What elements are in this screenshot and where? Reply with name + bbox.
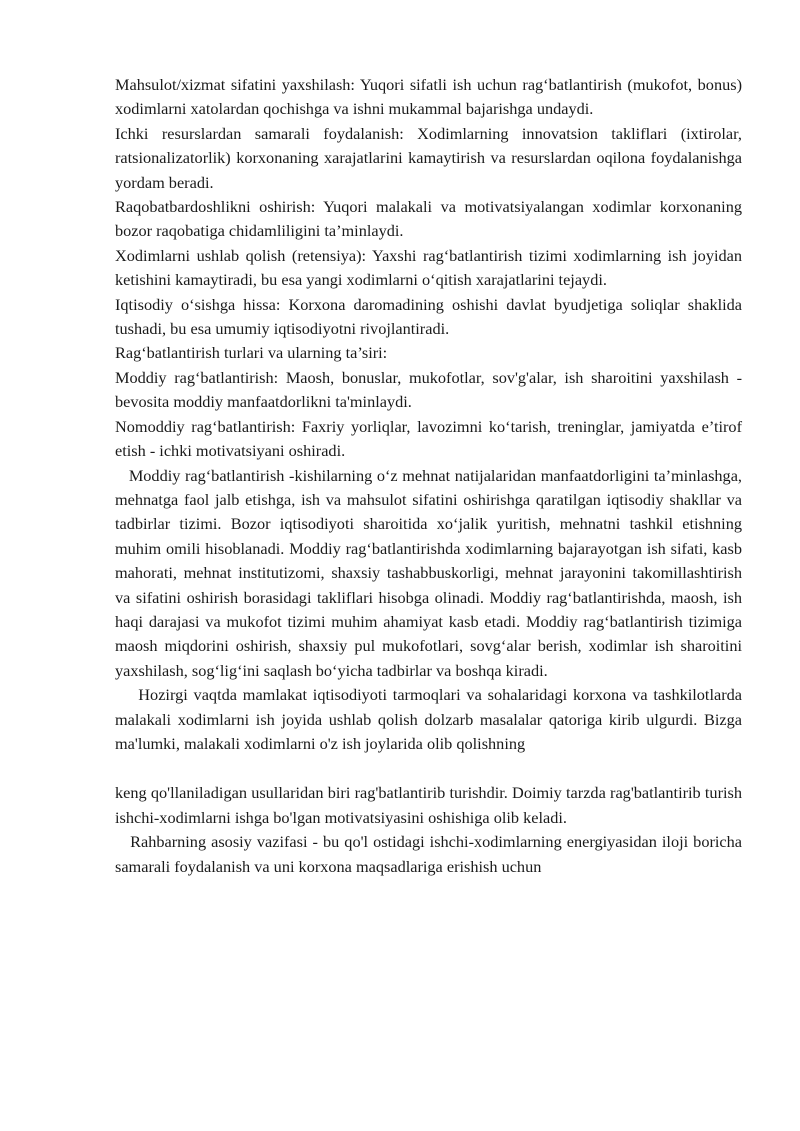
paragraph-internal-resources: Ichki resurslardan samarali foydalanish: Xodimlarning innovatsion takliflari (ixtirolar, ratsionalizatorlik) korxonaning xarajatlarini kamaytirish va resurslardan oqilona foydalanishga yordam beradi. [115,123,742,192]
document-body [115,73,747,879]
paragraph-product-quality: Mahsulot/xizmat sifatini yaxshilash: Yuqori sifatli ish uchun rag‘batlantirish (mukofot, bonus) xodimlarni xatolardan qochishga va ishni mukammal bajarishga undaydi. [115,75,742,119]
paragraph-common-methods: keng qo'llaniladigan usullaridan biri rag'batlantirib turishdir. Doimiy tarzda rag'batlantirib turish ishchi-xodimlarni ishga bo'lgan motivatsiyasini oshishiga olib keladi. [115,783,742,827]
paragraph-retention: Xodimlarni ushlab qolish (retensiya): Yaxshi rag‘batlantirish tizimi xodimlarning ish joyidan ketishini kamaytiradi, bu esa yangi xodimlarni o‘qitish xarajatlarini tejaydi. [115,245,742,290]
paragraph-material-incentive: Moddiy rag‘batlantirish: Maosh, bonuslar, mukofotlar, sov'g'alar, ish sharoitini yaxshilash - bevosita moddiy manfaatdorlikni ta'minlaydi. [115,367,742,412]
paragraph-nonmaterial-incentive: Nomoddiy rag‘batlantirish: Faxriy yorliqlar, lavozimni ko‘tarish, treninglar, jamiyatda e’tirof etish - ichki motivatsiyani oshiradi. [115,416,742,461]
paragraph-economic-growth: Iqtisodiy o‘sishga hissa: Korxona daromadining oshishi davlat byudjetiga soliqlar shaklida tushadi, bu esa umumiy iqtisodiyotni rivojlantiradi. [115,294,742,339]
paragraph-competitiveness: Raqobatbardoshlikni oshirish: Yuqori malakali va motivatsiyalangan xodimlar korxonaning bozor raqobatiga chidamliligini ta’minlaydi. [115,197,742,241]
paragraph-incentive-types-heading: Rag‘batlantirish turlari va ularning ta’siri: [115,343,388,363]
paragraph-gap [115,756,742,781]
paragraph-current-situation: Hozirgi vaqtda mamlakat iqtisodiyoti tarmoqlari va sohalaridagi korxona va tashkilotlarda malakali xodimlarni ish joyida ushlab qolish dolzarb masalalar qatoriga kirib ulgurdi. Bizga ma'lumki, malakali xodimlarni o'z ish joylarida olib qolishning [115,685,747,753]
paragraph-material-incentive-definition: Moddiy rag‘batlantirish -kishilarning o‘z mehnat natijalaridan manfaatdorligini ta’minlashga, mehnatga faol jalb etishga, ish va mahsulot sifatini oshirishga qaratilgan iqtisodiy shakllar va tadbirlar tizimi. Bozor iqtisodiyoti sharoitida xo‘jalik yuritish, mehnatni tashkil etishning muhim omili hisoblanadi. Moddiy rag‘batlantirishda xodimlarning bajarayotgan ish sifati, kasb mahorati, mehnat institutizomi, shaxsiy tashabbuskorligi, mehnat jarayonini takomillashtirish va sifatini oshirish borasidagi takliflari hisobga olinadi. Moddiy rag‘batlantirishda, maosh, ish haqi darajasi va mukofot tizimi muhim ahamiyat kasb etadi. Moddiy rag‘batlantirish tizimiga maosh miqdorini oshirish, shaxsiy pul mukofotlari, sovg‘alar berish, xodimlar ish sharoitini yaxshilash, sog‘lig‘ini saqlash bo‘yicha tadbirlar va boshqa kiradi. [115,465,747,680]
paragraph-manager-task: Rahbarning asosiy vazifasi - bu qo'l ostidagi ishchi-xodimlarning energiyasidan iloji boricha samarali foydalanish va uni korxona maqsadlariga erishish uchun [115,832,747,876]
